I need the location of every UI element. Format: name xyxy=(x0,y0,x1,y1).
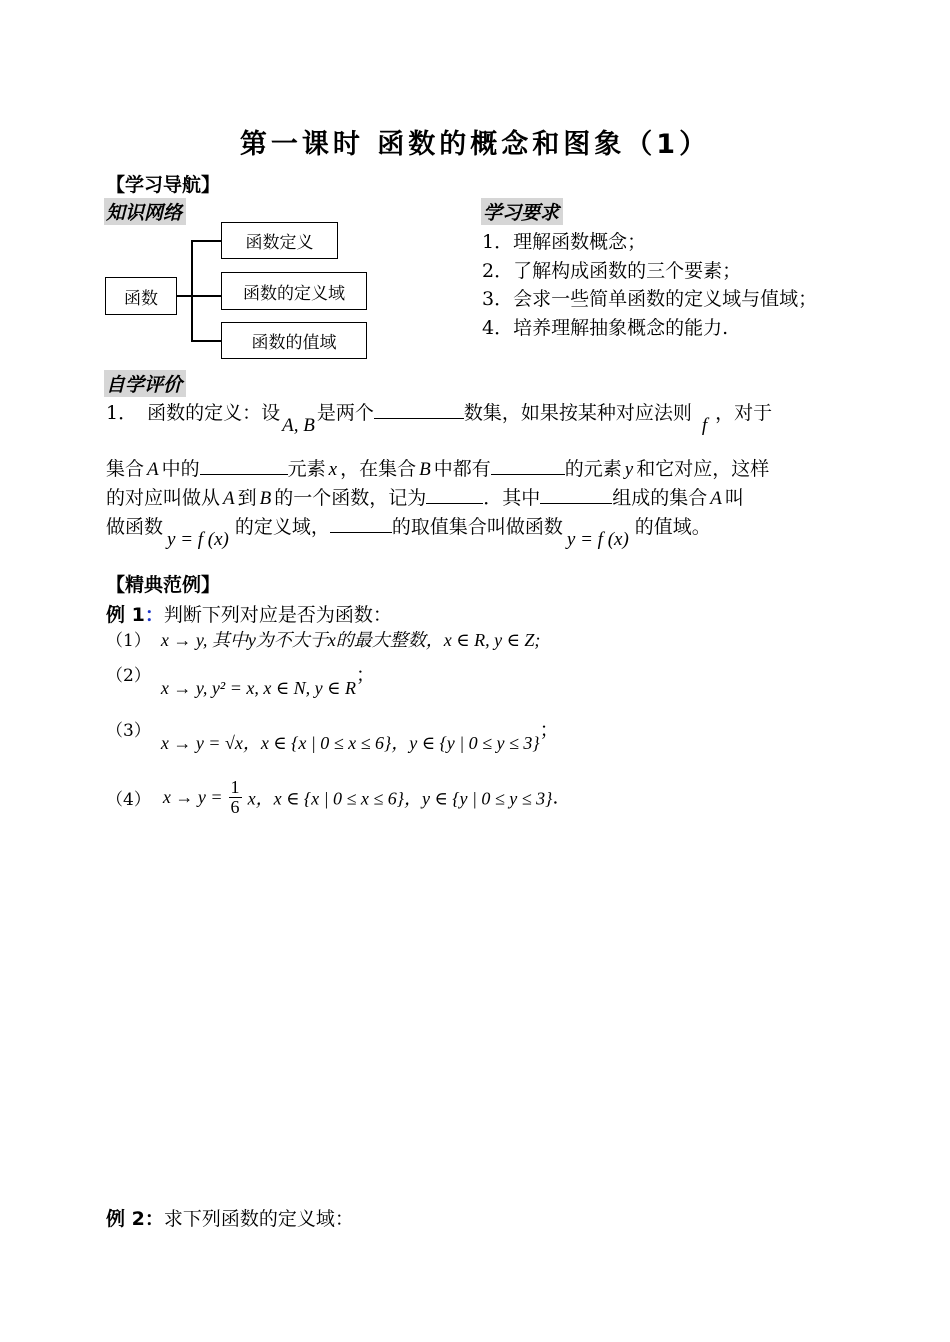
fill-blank-5 xyxy=(540,485,612,504)
definition-line-3: 的对应叫做从 A 到 B 的一个函数，记为 ．其中 组成的集合 A 叫 xyxy=(106,487,744,509)
fraction-one-sixth: $\frac{1}{6}$ xyxy=(230,777,240,817)
example-1-item-2: （2）x → y, y² = x, x ∈ N, y ∈ R； xyxy=(106,664,375,698)
connector-vertical xyxy=(191,240,193,341)
fill-blank-6 xyxy=(330,514,392,533)
fill-blank-2 xyxy=(200,456,288,475)
examples-heading: 【精典范例】 xyxy=(106,574,221,596)
definition-line-2: 集合 A 中的 元素 x ，在集合 B 中都有 的元素 y 和它对应，这样 xyxy=(106,458,770,480)
example-2-heading: 例 2：求下列函数的定义域： xyxy=(106,1208,354,1230)
requirement-item: 2．了解构成函数的三个要素； xyxy=(482,260,742,282)
definition-text: ，对于 xyxy=(715,402,773,424)
connector-branch-3 xyxy=(191,340,221,342)
page-title: 第一课时 函数的概念和图象（1） xyxy=(239,129,711,160)
connector-root xyxy=(177,295,192,297)
definition-line-1 xyxy=(106,398,773,436)
diagram-branch-domain: 函数的定义域 xyxy=(221,272,367,310)
fill-blank-1 xyxy=(374,400,464,419)
requirement-item: 1．理解函数概念； xyxy=(482,231,647,253)
definition-text: 数集，如果按某种对应法则 xyxy=(463,402,692,424)
example-text: 判断下列对应是否为函数： xyxy=(163,604,392,626)
fill-blank-4 xyxy=(426,485,483,504)
question-number: 1． xyxy=(106,402,138,424)
example-1-heading: 例 1：判断下列对应是否为函数： xyxy=(106,604,392,626)
diagram-branch-range: 函数的值域 xyxy=(221,322,367,359)
example-label: 例 2 xyxy=(106,1208,145,1230)
requirements-heading: 学习要求 xyxy=(481,198,563,225)
definition-line-4: 做函数y = f (x)的定义域， 的取值集合叫做函数y = f (x)的值域。 xyxy=(106,516,711,550)
self-study-heading: 自学评价 xyxy=(104,370,186,397)
example-1-item-1: （1） x → y, 其中y为不大于x的最大整数，x ∈ R, y ∈ Z; xyxy=(106,630,541,651)
definition-text: 函数的定义：设 xyxy=(147,402,281,424)
example-label: 例 1 xyxy=(106,604,145,626)
math-f: f xyxy=(701,415,708,436)
requirement-item: 4．培养理解抽象概念的能力. xyxy=(482,317,729,339)
math-sets-ab: A, B xyxy=(282,415,315,436)
example-1-item-4: （4） x → y = $\frac{1}{6}$ x，x ∈ {x | 0 ≤ x ≤ 6}，y ∈ {y | 0 ≤ y ≤ 3}. xyxy=(106,777,559,817)
example-1-item-3: （3）x → y = √x，x ∈ {x | 0 ≤ x ≤ 6}，y ∈ {y | 0 ≤ y ≤ 3}； xyxy=(106,719,559,753)
requirement-item: 3．会求一些简单函数的定义域与值域； xyxy=(482,288,818,310)
diagram-root-box: 函数 xyxy=(105,277,177,315)
connector-branch-1 xyxy=(191,240,221,242)
definition-text: 是两个 xyxy=(316,402,374,424)
diagram-branch-definition: 函数定义 xyxy=(221,222,338,259)
nav-heading: 【学习导航】 xyxy=(106,174,221,196)
connector-branch-2 xyxy=(191,295,221,297)
knowledge-network-heading: 知识网络 xyxy=(104,198,186,225)
fill-blank-3 xyxy=(491,456,565,475)
example-text: 求下列函数的定义域： xyxy=(163,1208,354,1230)
